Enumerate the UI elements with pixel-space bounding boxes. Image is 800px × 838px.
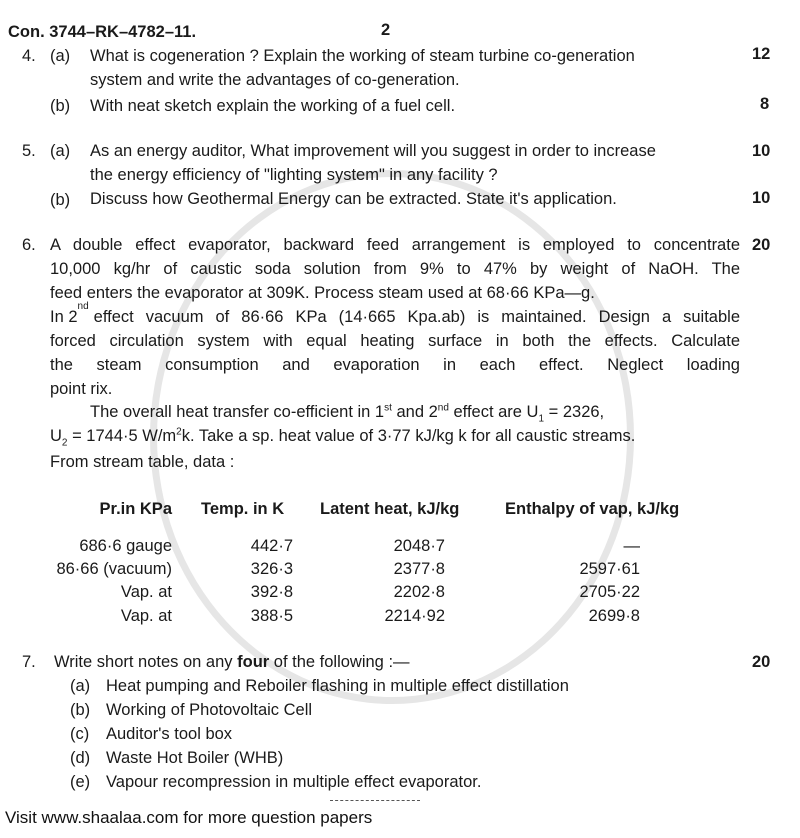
q7-number: 7. <box>22 653 36 671</box>
q6-line: 10,000 kg/hr of caustic soda solution from 9% to 47% by weight of NaOH. The <box>50 260 740 278</box>
text: = 2326, <box>544 403 605 421</box>
sup: 2 <box>176 426 182 438</box>
q6-from: From stream table, data : <box>50 453 235 471</box>
text: k. Take a sp. heat value of 3·77 kJ/kg k for all caustic streams. <box>181 427 636 445</box>
q5a-line: the energy efficiency of "lighting system" in any facility ? <box>90 166 498 184</box>
table-cell: 326·3 <box>250 560 293 578</box>
q6-u2-line <box>50 426 636 449</box>
q4-number: 4. <box>22 47 36 65</box>
q6-line: forced circulation system with equal heating surface in both the effects. Calculate <box>50 332 740 350</box>
end-divider <box>330 800 420 801</box>
table-cell: 2048·7 <box>393 537 445 555</box>
sub: 2 <box>61 437 68 449</box>
q5b-label: (b) <box>50 191 71 209</box>
page-number: 2 <box>381 21 391 39</box>
q4b-label: (b) <box>50 97 71 115</box>
text: Working of Photovoltaic Cell <box>106 701 313 719</box>
q4a-marks: 12 <box>752 45 771 63</box>
label: (a) <box>70 677 91 695</box>
q5-number: 5. <box>22 142 36 160</box>
q6-line: feed enters the evaporator at 309K. Process steam used at 68·66 KPa—g. <box>50 284 595 302</box>
q5b-marks: 10 <box>752 189 771 207</box>
text: effect are U <box>448 403 539 421</box>
q6-line: effect vacuum of 86·66 KPa (14·665 Kpa.ab) is maintained. Design a suitable <box>93 308 740 326</box>
text: Write short notes on any <box>54 653 238 671</box>
q5a-label: (a) <box>50 142 71 160</box>
footer-link[interactable]: Visit www.shaalaa.com for more question papers <box>5 808 373 827</box>
q5a-line: As an energy auditor, What improvement will you suggest in order to increase <box>90 142 656 160</box>
text: Heat pumping and Reboiler flashing in multiple effect distillation <box>106 677 569 695</box>
text: Auditor's tool box <box>106 725 233 743</box>
table-cell: 2202·8 <box>393 583 445 601</box>
q7-item <box>70 748 283 768</box>
table-header: Latent heat, kJ/kg <box>320 500 460 518</box>
q4a-label: (a) <box>50 47 71 65</box>
table-cell: Vap. at <box>120 607 172 625</box>
q7-item <box>70 676 569 696</box>
text: Vapour recompression in multiple effect evaporator. <box>106 773 482 791</box>
paper-code: Con. 3744–RK–4782–11. <box>8 23 197 41</box>
table-cell: 392·8 <box>250 583 293 601</box>
q4a-line: What is cogeneration ? Explain the working of steam turbine co-generation <box>90 47 635 65</box>
q6-marks: 20 <box>752 236 771 254</box>
table-header: Enthalpy of vap, kJ/kg <box>505 500 680 518</box>
q4a-line: system and write the advantages of co-generation. <box>90 71 460 89</box>
q7-intro <box>54 652 410 672</box>
text: U <box>50 427 62 445</box>
text: Waste Hot Boiler (WHB) <box>106 749 284 767</box>
label: (e) <box>70 773 91 791</box>
table-cell: 2705·22 <box>579 583 640 601</box>
q6-line: the steam consumption and evaporation in each effect. Neglect loading <box>50 356 740 374</box>
label: (d) <box>70 749 91 767</box>
q4b-text: With neat sketch explain the working of a fuel cell. <box>90 97 456 115</box>
q6-line4-prefix: In 2 <box>50 308 78 326</box>
text: of the following :— <box>269 653 410 671</box>
q7-marks: 20 <box>752 653 771 671</box>
table-cell: 2597·61 <box>579 560 640 578</box>
text: four <box>237 653 270 671</box>
table-cell: — <box>623 537 640 555</box>
q6-sup: nd <box>77 301 89 312</box>
q7-item <box>70 700 312 720</box>
q6-line-4 <box>50 301 740 327</box>
sup: st <box>384 402 392 414</box>
table-cell: Vap. at <box>120 583 172 601</box>
q5b-text: Discuss how Geothermal Energy can be extracted. State it's application. <box>90 190 617 208</box>
text: = 1744·5 W/m <box>67 427 177 445</box>
table-cell: 388·5 <box>250 607 293 625</box>
table-cell: 2699·8 <box>588 607 640 625</box>
table-cell: 686·6 gauge <box>79 537 172 555</box>
q6-line: A double effect evaporator, backward feed arrangement is employed to concentrate <box>50 236 740 254</box>
text: The overall heat transfer co-efficient in 1 <box>90 403 385 421</box>
table-cell: 2377·8 <box>393 560 445 578</box>
table-header: Pr.in KPa <box>99 500 172 518</box>
q6-number: 6. <box>22 236 36 254</box>
sup: nd <box>437 402 449 414</box>
q6-para2 <box>90 402 605 425</box>
q6-line: point rix. <box>50 380 113 398</box>
text: and 2 <box>391 403 438 421</box>
table-cell: 2214·92 <box>384 607 445 625</box>
table-header: Temp. in K <box>201 500 285 518</box>
label: (b) <box>70 701 91 719</box>
q4b-marks: 8 <box>760 95 770 113</box>
table-cell: 442·7 <box>250 537 293 555</box>
q7-item <box>70 772 481 792</box>
sub: 1 <box>538 413 545 425</box>
table-cell: 86·66 (vacuum) <box>56 560 172 578</box>
label: (c) <box>70 725 90 743</box>
q7-item <box>70 724 232 744</box>
q5a-marks: 10 <box>752 142 771 160</box>
